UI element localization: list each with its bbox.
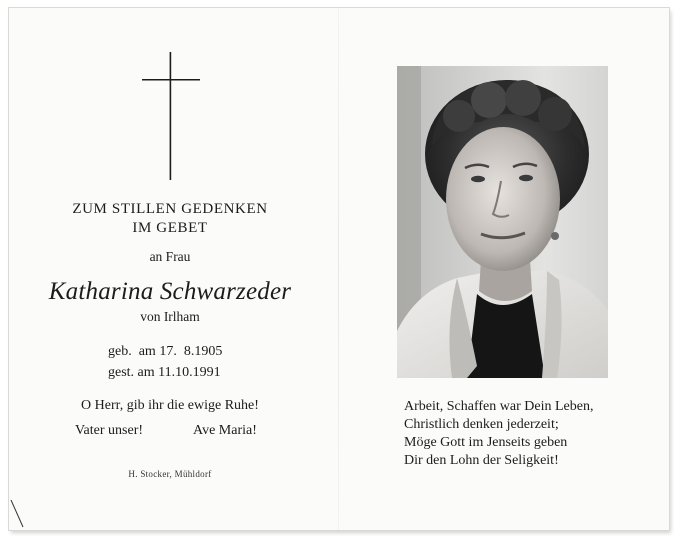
- corner-crease-mark: [10, 500, 24, 528]
- poem-line-2: Christlich denken jederzeit;: [404, 417, 559, 432]
- printer-credit: H. Stocker, Mühldorf: [128, 469, 212, 479]
- prayer-line-1: O Herr, gib ihr die ewige Ruhe!: [81, 398, 259, 413]
- heading-line-2: IM GEBET: [132, 220, 208, 236]
- portrait-photo: [397, 66, 608, 378]
- cross-icon: [142, 52, 200, 180]
- heading-line-1: ZUM STILLEN GEDENKEN: [72, 201, 268, 217]
- prayer-ave-maria: Ave Maria!: [193, 423, 257, 438]
- origin-place: von Irlham: [140, 309, 200, 324]
- card-fold-line: [338, 8, 339, 530]
- birth-date: geb. am 17. 8.1905: [108, 344, 223, 359]
- poem-line-4: Dir den Lohn der Seligkeit!: [404, 453, 559, 468]
- life-dates: [108, 341, 222, 383]
- memorial-poem: [404, 398, 593, 470]
- salutation: an Frau: [149, 249, 191, 264]
- deceased-name: Katharina Schwarzeder: [48, 278, 292, 305]
- poem-line-3: Möge Gott im Jenseits geben: [404, 435, 568, 450]
- poem-line-1: Arbeit, Schaffen war Dein Leben,: [404, 399, 594, 414]
- portrait-photo-icon: [397, 66, 608, 378]
- prayer-vater-unser: Vater unser!: [75, 423, 144, 438]
- death-date: gest. am 11.10.1991: [108, 365, 221, 380]
